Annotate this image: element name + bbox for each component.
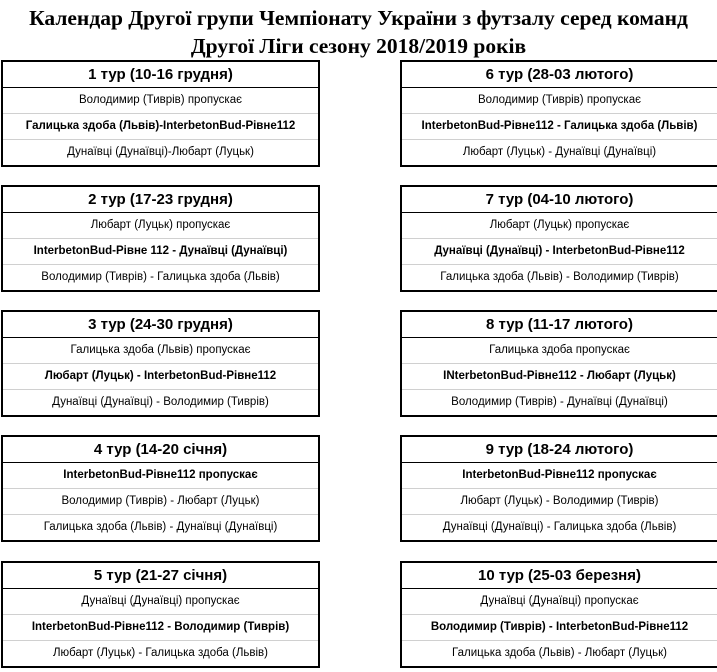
- match-row: Любарт (Луцьк) - Галицька здоба (Львів): [53, 647, 268, 659]
- round-block: [1, 185, 320, 292]
- match-row: Любарт (Луцьк) - InterbetonBud-Рівне112: [3, 364, 318, 390]
- match-row: Дунаївці (Дунаївці)-Любарт (Луцьк): [67, 146, 254, 158]
- match-row: Володимир (Тиврів) - Галицька здоба (Львів): [41, 271, 280, 283]
- match-row: Володимир (Тиврів) - Дунаївці (Дунаївці): [451, 396, 668, 408]
- match-row: Володимир (Тиврів) - InterbetonBud-Рівне112: [402, 615, 717, 641]
- match-row: Дунаївці (Дунаївці) - Галицька здоба (Львів): [442, 521, 677, 533]
- round-block: [400, 60, 717, 167]
- match-row: Галицька здоба (Львів) пропускає: [3, 338, 318, 364]
- match-row: INterbetonBud-Рівне112 - Любарт (Луцьк): [402, 364, 717, 390]
- match-row: Володимир (Тиврів) пропускає: [402, 88, 717, 114]
- title-line-2: Другої Ліги сезону 2018/2019 років: [190, 34, 527, 58]
- match-row: Дунаївці (Дунаївці) пропускає: [3, 589, 318, 615]
- match-row: Володимир (Тиврів) - Любарт (Луцьк): [3, 489, 318, 515]
- round-header: 8 тур (11-17 лютого): [402, 312, 717, 338]
- round-header: 3 тур (24-30 грудня): [3, 312, 318, 338]
- title-line-1: Календар Другої групи Чемпіонату України з футзалу серед команд: [29, 6, 688, 30]
- match-row: Галицька здоба (Львів) - Дунаївці (Дунаївці): [43, 521, 278, 533]
- match-row: InterbetonBud-Рівне112 пропускає: [3, 463, 318, 489]
- round-block: [1, 561, 320, 668]
- round-block: [400, 185, 717, 292]
- round-block: [1, 310, 320, 417]
- match-row: Любарт (Луцьк) - Володимир (Тиврів): [402, 489, 717, 515]
- round-header: 5 тур (21-27 січня): [3, 563, 318, 589]
- match-row: InterbetonBud-Рівне 112 - Дунаївці (Дунаївці): [3, 239, 318, 265]
- round-header: 4 тур (14-20 січня): [3, 437, 318, 463]
- round-header: 2 тур (17-23 грудня): [3, 187, 318, 213]
- match-row: InterbetonBud-Рівне112 - Володимир (Тиврів): [3, 615, 318, 641]
- match-row: Любарт (Луцьк) пропускає: [3, 213, 318, 239]
- match-row: InterbetonBud-Рівне112 пропускає: [402, 463, 717, 489]
- match-row: Любарт (Луцьк) пропускає: [402, 213, 717, 239]
- match-row: Любарт (Луцьк) - Дунаївці (Дунаївці): [462, 146, 657, 158]
- round-block: [1, 435, 320, 542]
- round-block: [400, 561, 717, 668]
- match-row: Галицька здоба (Львів) - Володимир (Тиврів): [440, 271, 679, 283]
- match-row: Галицька здоба пропускає: [402, 338, 717, 364]
- round-header: 9 тур (18-24 лютого): [402, 437, 717, 463]
- match-row: Галицька здоба (Львів) - Любарт (Луцьк): [452, 647, 667, 659]
- match-row: Дунаївці (Дунаївці) - Володимир (Тиврів): [52, 396, 269, 408]
- match-row: Володимир (Тиврів) пропускає: [3, 88, 318, 114]
- match-row: Дунаївці (Дунаївці) пропускає: [402, 589, 717, 615]
- page-title: [0, 4, 717, 60]
- round-header: 7 тур (04-10 лютого): [402, 187, 717, 213]
- round-header: 10 тур (25-03 березня): [402, 563, 717, 589]
- match-row: Галицька здоба (Львів)-InterbetonBud-Рівне112: [3, 114, 318, 140]
- match-row: Дунаївці (Дунаївці) - InterbetonBud-Рівне112: [402, 239, 717, 265]
- round-block: [1, 60, 320, 167]
- round-header: 6 тур (28-03 лютого): [402, 62, 717, 88]
- round-block: [400, 310, 717, 417]
- round-block: [400, 435, 717, 542]
- round-header: 1 тур (10-16 грудня): [3, 62, 318, 88]
- match-row: InterbetonBud-Рівне112 - Галицька здоба (Львів): [402, 114, 717, 140]
